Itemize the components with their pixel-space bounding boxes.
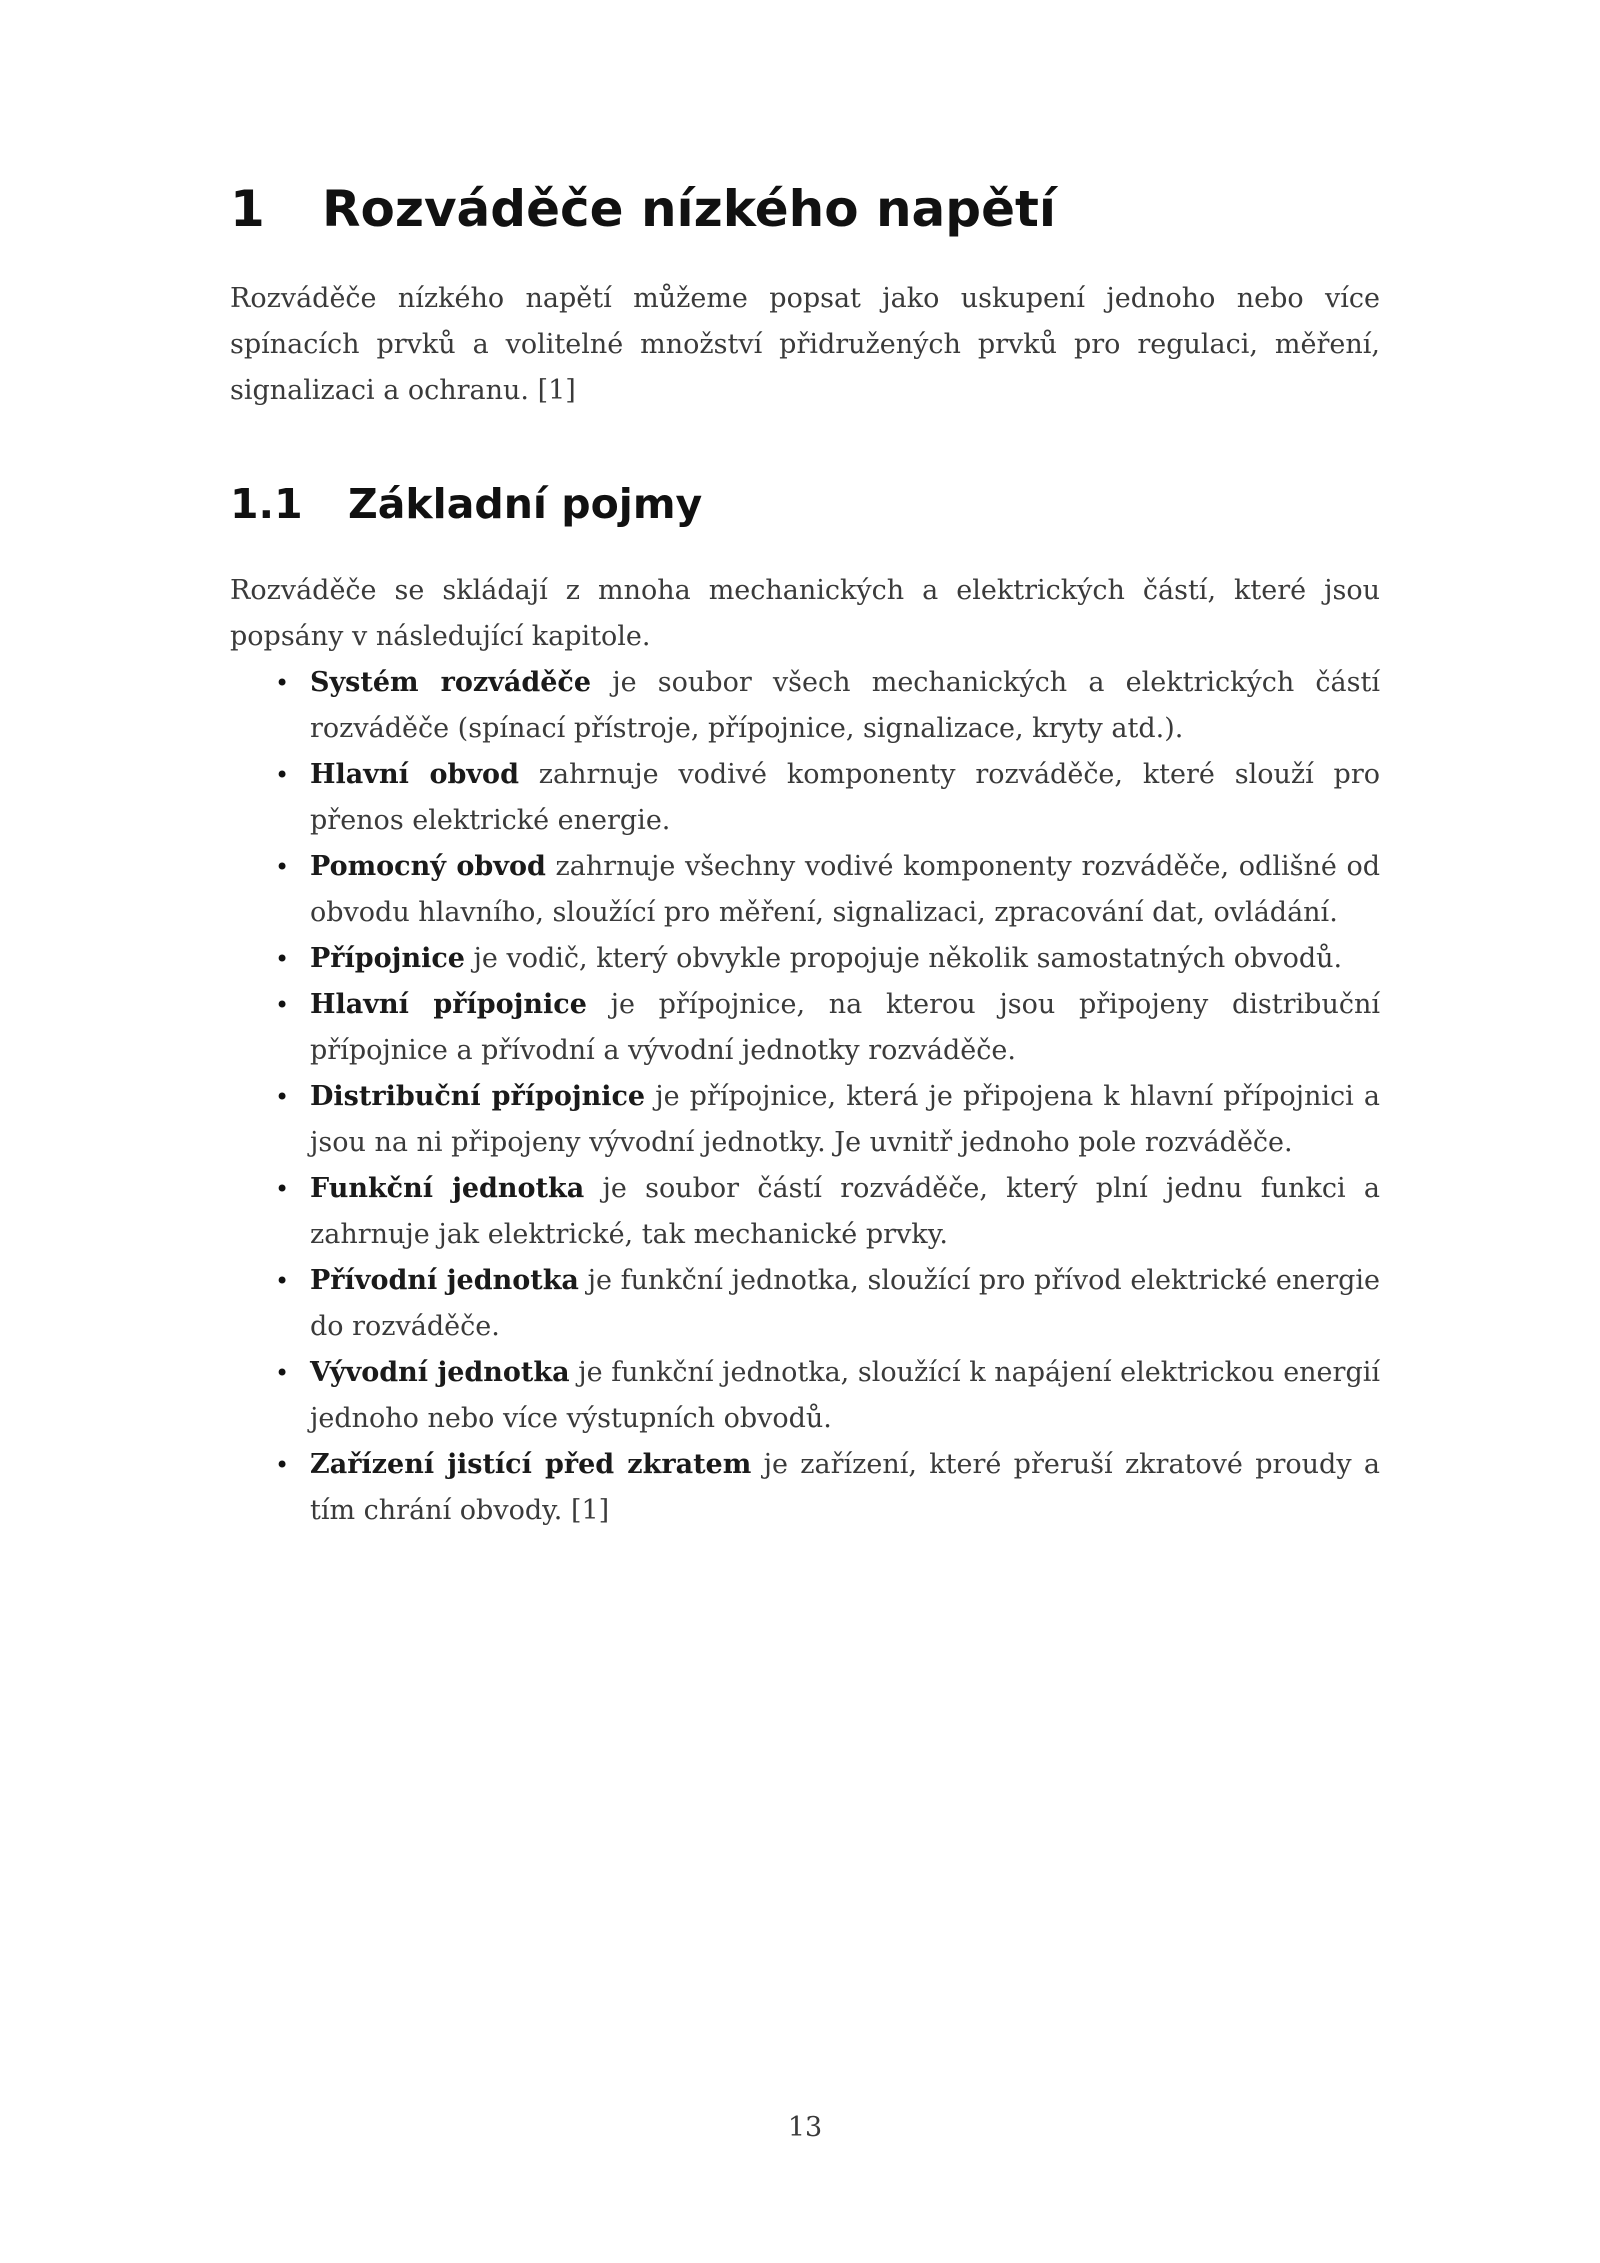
term-name: Hlavní přípojnice: [310, 989, 587, 1020]
term-name: Systém rozváděče: [310, 667, 592, 698]
term-definition: je přípojnice, na kterou jsou připojeny distribuční přípojnice a přívodní a vývodní jednotky rozváděče.: [310, 989, 1380, 1066]
term-definition: je přípojnice, která je připojena k hlavní přípojnici a jsou na ni připojeny vývodní jednotky. Je uvnitř jednoho pole rozváděče.: [310, 1081, 1380, 1158]
bullet-icon: •: [275, 669, 290, 697]
list-item: [230, 844, 1380, 936]
term-definition: je soubor všech mechanických a elektrických částí rozváděče (spínací přístroje, přípojnice, signalizace, kryty atd.).: [310, 667, 1380, 744]
list-item: [230, 1166, 1380, 1258]
term-name: Přípojnice: [310, 943, 465, 974]
bullet-icon: •: [275, 761, 290, 789]
term-definition: je vodič, který obvykle propojuje několik samostatných obvodů.: [473, 943, 1343, 974]
term-definition: je funkční jednotka, sloužící k napájení elektrickou energií jednoho nebo více výstupních obvodů.: [310, 1357, 1380, 1434]
chapter-heading: [230, 180, 1056, 238]
list-item: [230, 1442, 1380, 1534]
intro-paragraph: Rozváděče nízkého napětí můžeme popsat jako uskupení jednoho nebo více spínacích prvků a volitelné množství přidružených prvků pro regulaci, měření, signalizaci a ochranu. [1]: [230, 283, 1380, 406]
term-name: Hlavní obvod: [310, 759, 519, 790]
bullet-icon: •: [275, 1359, 290, 1387]
section-heading: [230, 480, 702, 528]
term-name: Distribuční přípojnice: [310, 1081, 646, 1112]
list-item: [230, 752, 1380, 844]
section-number: 1.1: [230, 480, 303, 528]
bullet-icon: •: [275, 991, 290, 1019]
term-definition: zahrnuje všechny vodivé komponenty rozváděče, odlišné od obvodu hlavního, sloužící pro měření, signalizaci, zpracování dat, ovládání.: [310, 851, 1381, 928]
section-title: Základní pojmy: [348, 480, 703, 528]
bullet-icon: •: [275, 945, 290, 973]
bullet-icon: •: [275, 1083, 290, 1111]
list-item: [230, 660, 1380, 752]
bullet-icon: •: [275, 1175, 290, 1203]
bullet-icon: •: [275, 1451, 290, 1479]
term-name: Pomocný obvod: [310, 851, 546, 882]
terms-list: [230, 660, 1380, 1534]
page-number: 13: [787, 2112, 823, 2143]
term-definition: je soubor částí rozváděče, který plní jednu funkci a zahrnuje jak elektrické, tak mechanické prvky.: [310, 1173, 1380, 1250]
list-item: [230, 936, 1380, 982]
bullet-icon: •: [275, 1267, 290, 1295]
list-item: [230, 1258, 1380, 1350]
term-name: Zařízení jistící před zkratem: [310, 1449, 752, 1480]
term-name: Vývodní jednotka: [310, 1357, 570, 1388]
chapter-title: Rozváděče nízkého napětí: [322, 180, 1057, 238]
term-name: Funkční jednotka: [310, 1173, 585, 1204]
chapter-number: 1: [230, 180, 265, 238]
list-item: [230, 1074, 1380, 1166]
list-item: [230, 982, 1380, 1074]
term-name: Přívodní jednotka: [310, 1265, 579, 1296]
term-definition: je funkční jednotka, sloužící pro přívod elektrické energie do rozváděče.: [310, 1265, 1380, 1342]
term-definition: zahrnuje vodivé komponenty rozváděče, které slouží pro přenos elektrické energie.: [310, 759, 1381, 836]
section-paragraph: Rozváděče se skládají z mnoha mechanických a elektrických částí, které jsou popsány v následující kapitole.: [230, 575, 1380, 652]
list-item: [230, 1350, 1380, 1442]
term-definition: je zařízení, které přeruší zkratové proudy a tím chrání obvody. [1]: [310, 1449, 1380, 1526]
bullet-icon: •: [275, 853, 290, 881]
